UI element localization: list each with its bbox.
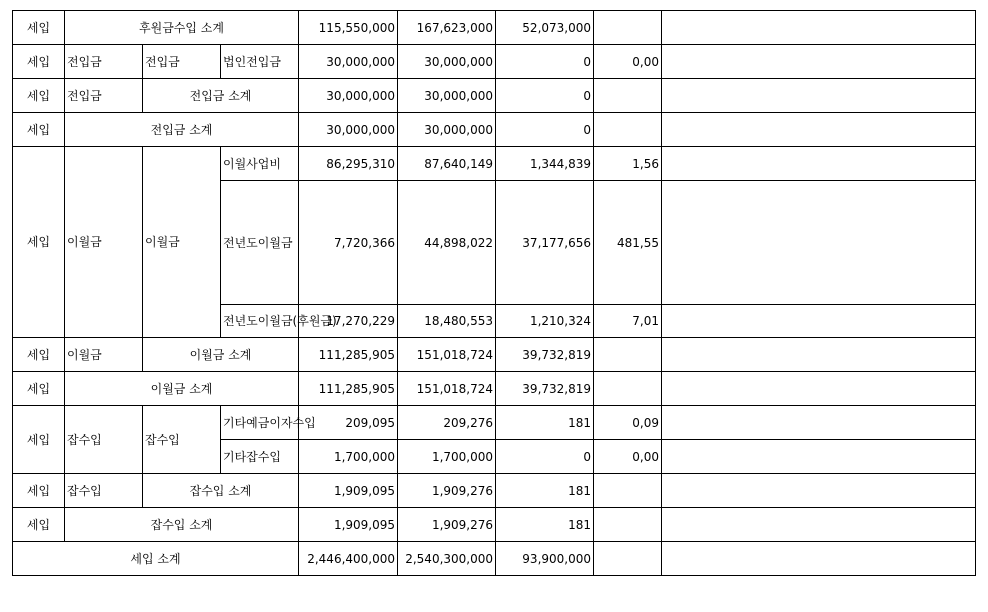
budget-amount: 111,285,905 bbox=[299, 338, 398, 372]
difference-amount: 0 bbox=[496, 113, 594, 147]
table-row bbox=[13, 372, 976, 406]
rate-value bbox=[594, 508, 662, 542]
budget-amount: 111,285,905 bbox=[299, 372, 398, 406]
category-cell: 세입 bbox=[13, 372, 65, 406]
note-cell bbox=[662, 542, 976, 576]
subitem-cell: 기타잡수입 bbox=[221, 440, 299, 474]
budget-amount: 1,700,000 bbox=[299, 440, 398, 474]
section-cell: 전입금 bbox=[65, 79, 143, 113]
table-row bbox=[13, 45, 976, 79]
note-cell bbox=[662, 305, 976, 338]
note-cell bbox=[662, 147, 976, 181]
category-cell: 세입 bbox=[13, 113, 65, 147]
settled-amount: 18,480,553 bbox=[398, 305, 496, 338]
rate-value bbox=[594, 11, 662, 45]
difference-amount: 93,900,000 bbox=[496, 542, 594, 576]
subtotal-label: 전입금 소계 bbox=[65, 113, 299, 147]
grand-total-label: 세입 소계 bbox=[13, 542, 299, 576]
rate-value bbox=[594, 474, 662, 508]
table-row bbox=[13, 338, 976, 372]
settled-amount: 30,000,000 bbox=[398, 113, 496, 147]
difference-amount: 1,344,839 bbox=[496, 147, 594, 181]
section-cell: 이월금 bbox=[65, 147, 143, 338]
category-cell: 세입 bbox=[13, 474, 65, 508]
note-cell bbox=[662, 181, 976, 305]
subtotal-label: 이월금 소계 bbox=[65, 372, 299, 406]
item-cell: 전입금 bbox=[143, 45, 221, 79]
note-cell bbox=[662, 474, 976, 508]
rate-value bbox=[594, 338, 662, 372]
note-cell bbox=[662, 11, 976, 45]
subitem-cell: 전년도이월금 bbox=[221, 181, 299, 305]
difference-amount: 0 bbox=[496, 45, 594, 79]
settled-amount: 30,000,000 bbox=[398, 45, 496, 79]
settled-amount: 1,909,276 bbox=[398, 474, 496, 508]
difference-amount: 181 bbox=[496, 474, 594, 508]
subtotal-label: 이월금 소계 bbox=[143, 338, 299, 372]
difference-amount: 52,073,000 bbox=[496, 11, 594, 45]
rate-value: 481,55 bbox=[594, 181, 662, 305]
budget-amount: 209,095 bbox=[299, 406, 398, 440]
rate-value: 1,56 bbox=[594, 147, 662, 181]
settled-amount: 151,018,724 bbox=[398, 338, 496, 372]
budget-amount: 86,295,310 bbox=[299, 147, 398, 181]
note-cell bbox=[662, 338, 976, 372]
item-cell: 이월금 bbox=[143, 147, 221, 338]
category-cell: 세입 bbox=[13, 508, 65, 542]
budget-amount: 115,550,000 bbox=[299, 11, 398, 45]
difference-amount: 181 bbox=[496, 406, 594, 440]
note-cell bbox=[662, 113, 976, 147]
table-row bbox=[13, 542, 976, 576]
table-row bbox=[13, 147, 976, 181]
budget-amount: 30,000,000 bbox=[299, 45, 398, 79]
settled-amount: 30,000,000 bbox=[398, 79, 496, 113]
table-row bbox=[13, 406, 976, 440]
note-cell bbox=[662, 372, 976, 406]
category-cell: 세입 bbox=[13, 79, 65, 113]
settled-amount: 44,898,022 bbox=[398, 181, 496, 305]
settled-amount: 2,540,300,000 bbox=[398, 542, 496, 576]
budget-amount: 30,000,000 bbox=[299, 113, 398, 147]
note-cell bbox=[662, 508, 976, 542]
category-cell: 세입 bbox=[13, 338, 65, 372]
note-cell bbox=[662, 406, 976, 440]
difference-amount: 37,177,656 bbox=[496, 181, 594, 305]
difference-amount: 1,210,324 bbox=[496, 305, 594, 338]
settled-amount: 1,909,276 bbox=[398, 508, 496, 542]
category-cell: 세입 bbox=[13, 406, 65, 474]
rate-value bbox=[594, 542, 662, 576]
settled-amount: 209,276 bbox=[398, 406, 496, 440]
category-cell: 세입 bbox=[13, 45, 65, 79]
rate-value bbox=[594, 79, 662, 113]
subitem-cell: 전년도이월금(후원금) bbox=[221, 305, 299, 338]
budget-amount: 7,720,366 bbox=[299, 181, 398, 305]
settled-amount: 151,018,724 bbox=[398, 372, 496, 406]
difference-amount: 0 bbox=[496, 440, 594, 474]
rate-value: 0,00 bbox=[594, 45, 662, 79]
revenue-budget-table bbox=[12, 10, 976, 576]
rate-value: 7,01 bbox=[594, 305, 662, 338]
difference-amount: 0 bbox=[496, 79, 594, 113]
difference-amount: 39,732,819 bbox=[496, 338, 594, 372]
category-cell: 세입 bbox=[13, 147, 65, 338]
section-cell: 이월금 bbox=[65, 338, 143, 372]
table-row bbox=[13, 474, 976, 508]
settled-amount: 1,700,000 bbox=[398, 440, 496, 474]
table-row bbox=[13, 11, 976, 45]
note-cell bbox=[662, 45, 976, 79]
budget-amount: 17,270,229 bbox=[299, 305, 398, 338]
rate-value: 0,09 bbox=[594, 406, 662, 440]
budget-amount: 1,909,095 bbox=[299, 474, 398, 508]
category-cell: 세입 bbox=[13, 11, 65, 45]
budget-amount: 1,909,095 bbox=[299, 508, 398, 542]
item-cell: 잡수입 bbox=[143, 406, 221, 474]
rate-value bbox=[594, 113, 662, 147]
table-row bbox=[13, 508, 976, 542]
section-cell: 전입금 bbox=[65, 45, 143, 79]
budget-amount: 30,000,000 bbox=[299, 79, 398, 113]
note-cell bbox=[662, 79, 976, 113]
table-row bbox=[13, 79, 976, 113]
subtotal-label: 잡수입 소계 bbox=[143, 474, 299, 508]
subitem-cell: 기타예금이자수입 bbox=[221, 406, 299, 440]
budget-amount: 2,446,400,000 bbox=[299, 542, 398, 576]
subtotal-label: 전입금 소계 bbox=[143, 79, 299, 113]
rate-value: 0,00 bbox=[594, 440, 662, 474]
section-cell: 잡수입 bbox=[65, 406, 143, 474]
subitem-cell: 법인전입금 bbox=[221, 45, 299, 79]
subtotal-label: 잡수입 소계 bbox=[65, 508, 299, 542]
settled-amount: 167,623,000 bbox=[398, 11, 496, 45]
rate-value bbox=[594, 372, 662, 406]
subitem-cell: 이월사업비 bbox=[221, 147, 299, 181]
difference-amount: 181 bbox=[496, 508, 594, 542]
settled-amount: 87,640,149 bbox=[398, 147, 496, 181]
difference-amount: 39,732,819 bbox=[496, 372, 594, 406]
subtotal-label: 후원금수입 소계 bbox=[65, 11, 299, 45]
section-cell: 잡수입 bbox=[65, 474, 143, 508]
table-row bbox=[13, 113, 976, 147]
note-cell bbox=[662, 440, 976, 474]
